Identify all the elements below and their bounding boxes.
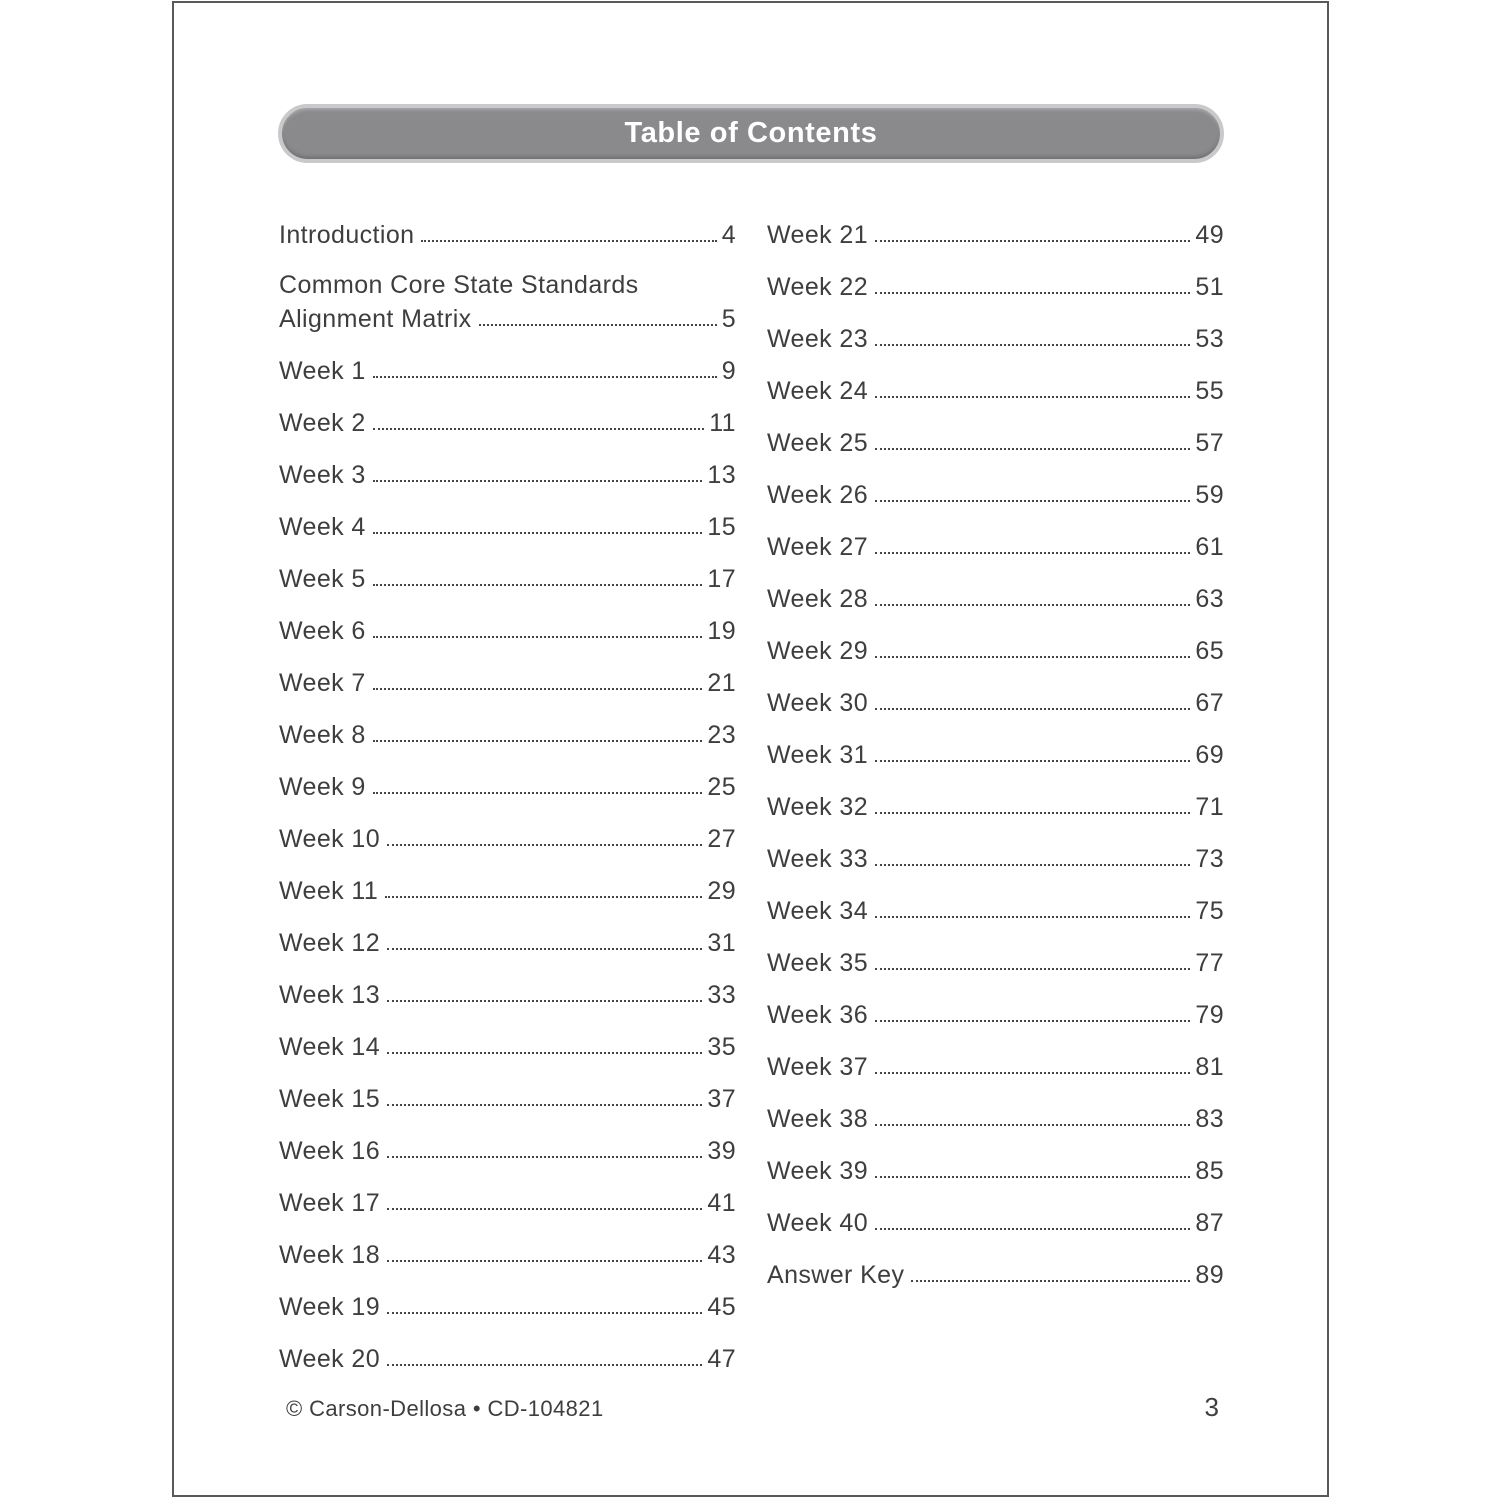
toc-entry (279, 978, 736, 1008)
toc-entry-label-line1: Common Core State Standards (279, 271, 639, 299)
toc-entry-label: Week 6 (279, 617, 366, 645)
toc-entry-label: Introduction (279, 221, 415, 249)
dotted-leader (875, 656, 1190, 658)
toc-entry-label: Week 28 (767, 585, 869, 613)
toc-entry-page: 49 (1195, 221, 1224, 249)
toc-entry-label: Week 40 (767, 1209, 869, 1237)
toc-entry-page: 89 (1195, 1261, 1224, 1289)
toc-entry (279, 354, 736, 384)
dotted-leader (373, 636, 703, 638)
toc-entry-label: Week 8 (279, 721, 366, 749)
dotted-leader (387, 948, 702, 950)
dotted-leader (373, 480, 703, 482)
toc-entry-page: 43 (707, 1241, 736, 1269)
toc-entry-page: 17 (707, 565, 736, 593)
toc-entry (279, 1290, 736, 1320)
toc-entry (279, 822, 736, 852)
toc-entry-page: 79 (1195, 1001, 1224, 1029)
toc-entry-label: Week 21 (767, 221, 869, 249)
toc-entry-label: Week 13 (279, 981, 381, 1009)
toc-entry (767, 790, 1224, 820)
dotted-leader (875, 1228, 1190, 1230)
page-title: Table of Contents (624, 117, 878, 149)
toc-entry-page: 59 (1195, 481, 1224, 509)
toc-entry-page: 27 (707, 825, 736, 853)
toc-entry (279, 406, 736, 436)
toc-entry (767, 634, 1224, 664)
toc-entry-label: Week 19 (279, 1293, 381, 1321)
dotted-leader (875, 500, 1190, 502)
toc-entry (767, 686, 1224, 716)
toc-entry-label: Week 3 (279, 461, 366, 489)
toc-entry-label: Week 4 (279, 513, 366, 541)
toc-entry-page: 77 (1195, 949, 1224, 977)
toc-entry (279, 874, 736, 904)
toc-entry-label: Week 17 (279, 1189, 381, 1217)
toc-entry (767, 1154, 1224, 1184)
toc-entry (279, 666, 736, 696)
toc-entry-label: Week 15 (279, 1085, 381, 1113)
toc-entry-page: 75 (1195, 897, 1224, 925)
toc-columns (279, 218, 1224, 1394)
dotted-leader (479, 324, 717, 326)
toc-entry (767, 530, 1224, 560)
toc-entry-page: 45 (707, 1293, 736, 1321)
dotted-leader (373, 688, 703, 690)
toc-entry (279, 1238, 736, 1268)
toc-entry-page: 13 (707, 461, 736, 489)
dotted-leader (875, 916, 1190, 918)
toc-entry (279, 1134, 736, 1164)
dotted-leader (875, 344, 1190, 346)
dotted-leader (373, 792, 703, 794)
toc-entry (279, 718, 736, 748)
toc-entry-label: Week 33 (767, 845, 869, 873)
dotted-leader (373, 584, 703, 586)
dotted-leader (387, 1364, 702, 1366)
dotted-leader (875, 552, 1190, 554)
dotted-leader (875, 1072, 1190, 1074)
toc-entry-page: 15 (707, 513, 736, 541)
toc-entry (767, 426, 1224, 456)
dotted-leader (911, 1280, 1190, 1282)
toc-entry-page: 47 (707, 1345, 736, 1373)
toc-column-left (279, 218, 736, 1394)
dotted-leader (387, 1000, 702, 1002)
dotted-leader (387, 1208, 702, 1210)
toc-entry-label: Week 18 (279, 1241, 381, 1269)
toc-entry-label: Week 9 (279, 773, 366, 801)
toc-entry-label: Week 29 (767, 637, 869, 665)
toc-entry-page: 25 (707, 773, 736, 801)
toc-entry (279, 1186, 736, 1216)
dotted-leader (373, 740, 703, 742)
toc-entry-page: 67 (1195, 689, 1224, 717)
toc-entry (767, 894, 1224, 924)
toc-entry-page: 73 (1195, 845, 1224, 873)
toc-entry (279, 614, 736, 644)
dotted-leader (387, 1104, 702, 1106)
toc-entry-page: 4 (721, 221, 736, 249)
toc-entry-page: 39 (707, 1137, 736, 1165)
copyright-text: © Carson-Dellosa • CD-104821 (286, 1396, 604, 1421)
toc-entry (279, 1342, 736, 1372)
toc-entry-label: Week 27 (767, 533, 869, 561)
dotted-leader (875, 604, 1190, 606)
toc-entry-label: Week 14 (279, 1033, 381, 1061)
toc-entry-label: Week 5 (279, 565, 366, 593)
dotted-leader (387, 844, 702, 846)
toc-entry (767, 998, 1224, 1028)
toc-entry-label: Week 37 (767, 1053, 869, 1081)
toc-entry-page: 21 (707, 669, 736, 697)
toc-entry-page: 51 (1195, 273, 1224, 301)
dotted-leader (875, 292, 1190, 294)
dotted-leader (421, 240, 716, 242)
toc-entry-label: Week 12 (279, 929, 381, 957)
toc-entry-label: Week 26 (767, 481, 869, 509)
toc-entry-page: 71 (1195, 793, 1224, 821)
toc-entry-label: Week 16 (279, 1137, 381, 1165)
toc-entry-label: Week 22 (767, 273, 869, 301)
toc-entry (767, 946, 1224, 976)
toc-entry-label: Week 24 (767, 377, 869, 405)
toc-entry-label: Week 10 (279, 825, 381, 853)
toc-entry-page: 55 (1195, 377, 1224, 405)
toc-entry-page: 61 (1195, 533, 1224, 561)
toc-entry-label: Week 39 (767, 1157, 869, 1185)
toc-entry (279, 770, 736, 800)
toc-entry-label: Week 2 (279, 409, 366, 437)
toc-entry-page: 65 (1195, 637, 1224, 665)
toc-entry (279, 510, 736, 540)
toc-entry-page: 87 (1195, 1209, 1224, 1237)
dotted-leader (373, 532, 703, 534)
dotted-leader (875, 1176, 1190, 1178)
toc-entry (767, 1258, 1224, 1288)
toc-entry (279, 302, 736, 332)
toc-entry (767, 218, 1224, 248)
dotted-leader (387, 1156, 702, 1158)
toc-entry-label: Week 30 (767, 689, 869, 717)
toc-entry-label: Week 20 (279, 1345, 381, 1373)
page-footer (286, 1392, 1219, 1423)
toc-entry-page: 41 (707, 1189, 736, 1217)
dotted-leader (875, 760, 1190, 762)
dotted-leader (875, 396, 1190, 398)
toc-entry-page: 81 (1195, 1053, 1224, 1081)
book-page (172, 1, 1329, 1497)
dotted-leader (875, 1020, 1190, 1022)
toc-entry (279, 926, 736, 956)
folio-page-number: 3 (1204, 1392, 1219, 1422)
toc-entry (767, 738, 1224, 768)
toc-column-right (767, 218, 1224, 1394)
toc-entry (279, 458, 736, 488)
dotted-leader (373, 376, 717, 378)
toc-entry-page: 33 (707, 981, 736, 1009)
toc-entry (279, 562, 736, 592)
toc-entry (767, 270, 1224, 300)
dotted-leader (875, 448, 1190, 450)
toc-entry-page: 11 (709, 409, 736, 437)
toc-entry-label: Week 1 (279, 357, 366, 385)
toc-entry-label: Week 38 (767, 1105, 869, 1133)
dotted-leader (373, 428, 705, 430)
dotted-leader (385, 896, 702, 898)
dotted-leader (875, 968, 1190, 970)
toc-entry-page: 35 (707, 1033, 736, 1061)
toc-entry-page: 19 (707, 617, 736, 645)
toc-entry (279, 218, 736, 248)
toc-entry (767, 1206, 1224, 1236)
toc-entry-label: Week 25 (767, 429, 869, 457)
toc-entry (279, 1030, 736, 1060)
dotted-leader (875, 240, 1190, 242)
toc-entry-label: Week 36 (767, 1001, 869, 1029)
toc-entry (767, 478, 1224, 508)
toc-entry-page: 85 (1195, 1157, 1224, 1185)
toc-entry-label: Week 31 (767, 741, 869, 769)
toc-entry-page: 31 (707, 929, 736, 957)
toc-entry-page: 57 (1195, 429, 1224, 457)
toc-entry (767, 582, 1224, 612)
toc-entry (767, 322, 1224, 352)
toc-entry-page: 63 (1195, 585, 1224, 613)
toc-entry (279, 1082, 736, 1112)
toc-entry-page: 69 (1195, 741, 1224, 769)
toc-entry-page: 29 (707, 877, 736, 905)
toc-entry-page: 23 (707, 721, 736, 749)
toc-entry (767, 1050, 1224, 1080)
toc-entry-label: Week 34 (767, 897, 869, 925)
toc-entry-page: 9 (721, 357, 736, 385)
dotted-leader (875, 864, 1190, 866)
toc-entry-page: 37 (707, 1085, 736, 1113)
dotted-leader (875, 812, 1190, 814)
toc-entry-label: Week 35 (767, 949, 869, 977)
toc-entry-label: Week 23 (767, 325, 869, 353)
toc-entry (767, 1102, 1224, 1132)
toc-entry-label: Answer Key (767, 1261, 905, 1289)
toc-entry (767, 842, 1224, 872)
toc-entry-page: 53 (1195, 325, 1224, 353)
toc-entry-page: 5 (721, 305, 736, 333)
dotted-leader (875, 708, 1190, 710)
toc-entry-label: Week 7 (279, 669, 366, 697)
toc-entry-label: Week 32 (767, 793, 869, 821)
table-of-contents-header (278, 104, 1224, 163)
dotted-leader (387, 1312, 702, 1314)
toc-entry-page: 83 (1195, 1105, 1224, 1133)
toc-entry-label: Alignment Matrix (279, 305, 472, 333)
dotted-leader (875, 1124, 1190, 1126)
dotted-leader (387, 1260, 702, 1262)
toc-entry (767, 374, 1224, 404)
dotted-leader (387, 1052, 702, 1054)
toc-entry-label: Week 11 (279, 877, 379, 905)
